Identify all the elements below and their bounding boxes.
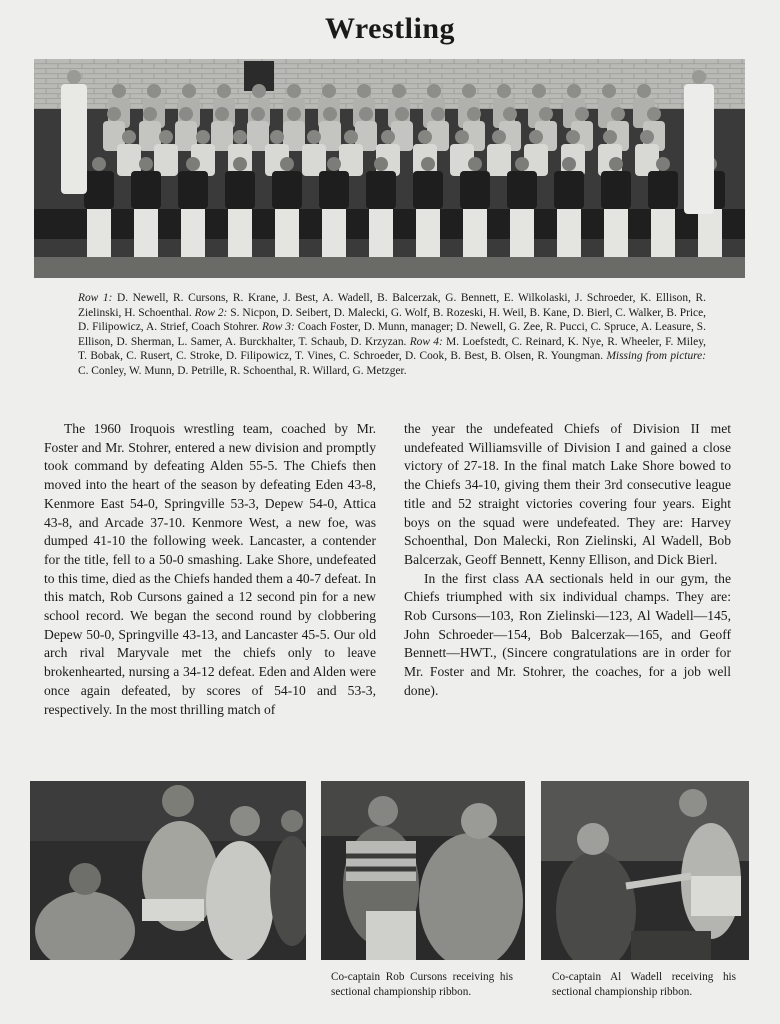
article-paragraph: The 1960 Iroquois wrestling team, coached by Mr. Foster and Mr. Stohrer, entered a new division and promptly took command by defeating Alden 55-5. The Chiefs then moved into the heart of the season by defeating Eden 43-8, Kenmore East 54-0, Springville 53-3, Depew 54-0, Attica 43-8, and Arcade 37-10. Kenmore West, a new foe, was dumped 41-10 the following week. Lancaster, a contender for the title, fell to a 50-0 smashing. Lake Shore, undefeated to this time, died as the Chiefs handed them a 40-7 defeat. In this match, Rob Cursons gained a 12 second pin for a new school record. We began the second round by clobbering Depew 50-0, Springville 43-13, and Lancaster 45-5. Our old arch rival Maryvale met the chiefs only to leave brokenhearted, nursing a 34-12 defeat. Eden and Alden were once again defeated, by scores of 54-10 and 53-3, respectively. In the most thrilling match of (44, 421, 376, 717)
roster-row-names: S. Nicpon, D. Seibert, D. Malecki, G. Wolf, B. Rozeski, H. Weil, B. Kane, D. Bierl, C. Walker, B. Price, D. Filipowicz, A. Strief, Coach Stohrer. (78, 306, 707, 334)
roster-row-label: Row 2: (194, 306, 228, 319)
match-photo-image (30, 781, 306, 960)
roster-row-names: C. Conley, W. Munn, D. Petrille, R. Schoenthal, R. Willard, G. Metzger. (78, 364, 407, 377)
cursons-caption: Co-captain Rob Cursons receiving his sectional championship ribbon. (331, 971, 513, 998)
roster-caption (78, 291, 706, 379)
roster-row-label: Row 1: (78, 292, 113, 304)
roster-row-names: M. Loefstedt, C. Reinard, K. Nye, R. Wheeler, F. Miley, T. Bobak, C. Rusert, C. Stroke, D. Filipowicz, T. Vines, C. Schroeder, D. Cook, B. Best, B. Olsen, R. Youngman. (78, 335, 706, 363)
team-photo-image (34, 59, 745, 278)
wadell-ribbon-image (541, 781, 749, 960)
match-photo (30, 781, 306, 960)
roster-row-names: Coach Foster, D. Munn, manager; D. Newell, G. Zee, R. Pucci, C. Spruce, A. Leasure, S. Ellison, D. Sherman, L. Samer, A. Burckhalter, T. Schaub, D. Krzyzan. (78, 321, 706, 348)
team-photo (34, 59, 745, 278)
article-column-left (44, 420, 376, 719)
roster-row-label: Row 4: (409, 335, 443, 348)
page-title: Wrestling (324, 12, 456, 45)
wadell-ribbon-photo (541, 781, 749, 960)
article-paragraph: In the first class AA sectionals held in our gym, the Chiefs triumphed with six individual champs. They are: Rob Cursons—103, Ron Zielinski—123, Al Wadell—145, John Schroeder—154, Bob Balcerzak—165, and Geoff Bennett—HWT., (Sincere congratulations are in order for Mr. Foster and Mr. Stohrer, the coaches, for a job well done). (404, 570, 731, 698)
article-column-right (404, 420, 731, 701)
article-paragraph: the year the undefeated Chiefs of Division II met undefeated Williamsville of Division I and gained a close victory of 27-18. In the final match Lake Shore bowed to the Chiefs 34-10, giving them their 3rd consecutive league title and 52 straight victories covering four years. Eight boys on the squad were undefeated. They are: Harvey Schoenthal, Don Malecki, Ron Zielinski, Al Wadell, Bob Balcerzak, Geoff Bennett, Kenny Ellison, and Dick Bierl. (404, 421, 731, 567)
cursons-ribbon-photo (321, 781, 525, 960)
roster-row-names: D. Newell, R. Cursons, R. Krane, J. Best, A. Wadell, B. Balcerzak, G. Bennett, E. Wilkolaski, J. Schroeder, K. Ellison, R. Zielinski, H. Schoenthal. (78, 292, 706, 319)
roster-row-label: Missing from picture: (606, 350, 706, 363)
cursons-ribbon-image (321, 781, 525, 960)
roster-row-label: Row 3: (262, 321, 295, 334)
wadell-caption: Co-captain Al Wadell receiving his sectional championship ribbon. (552, 971, 736, 998)
